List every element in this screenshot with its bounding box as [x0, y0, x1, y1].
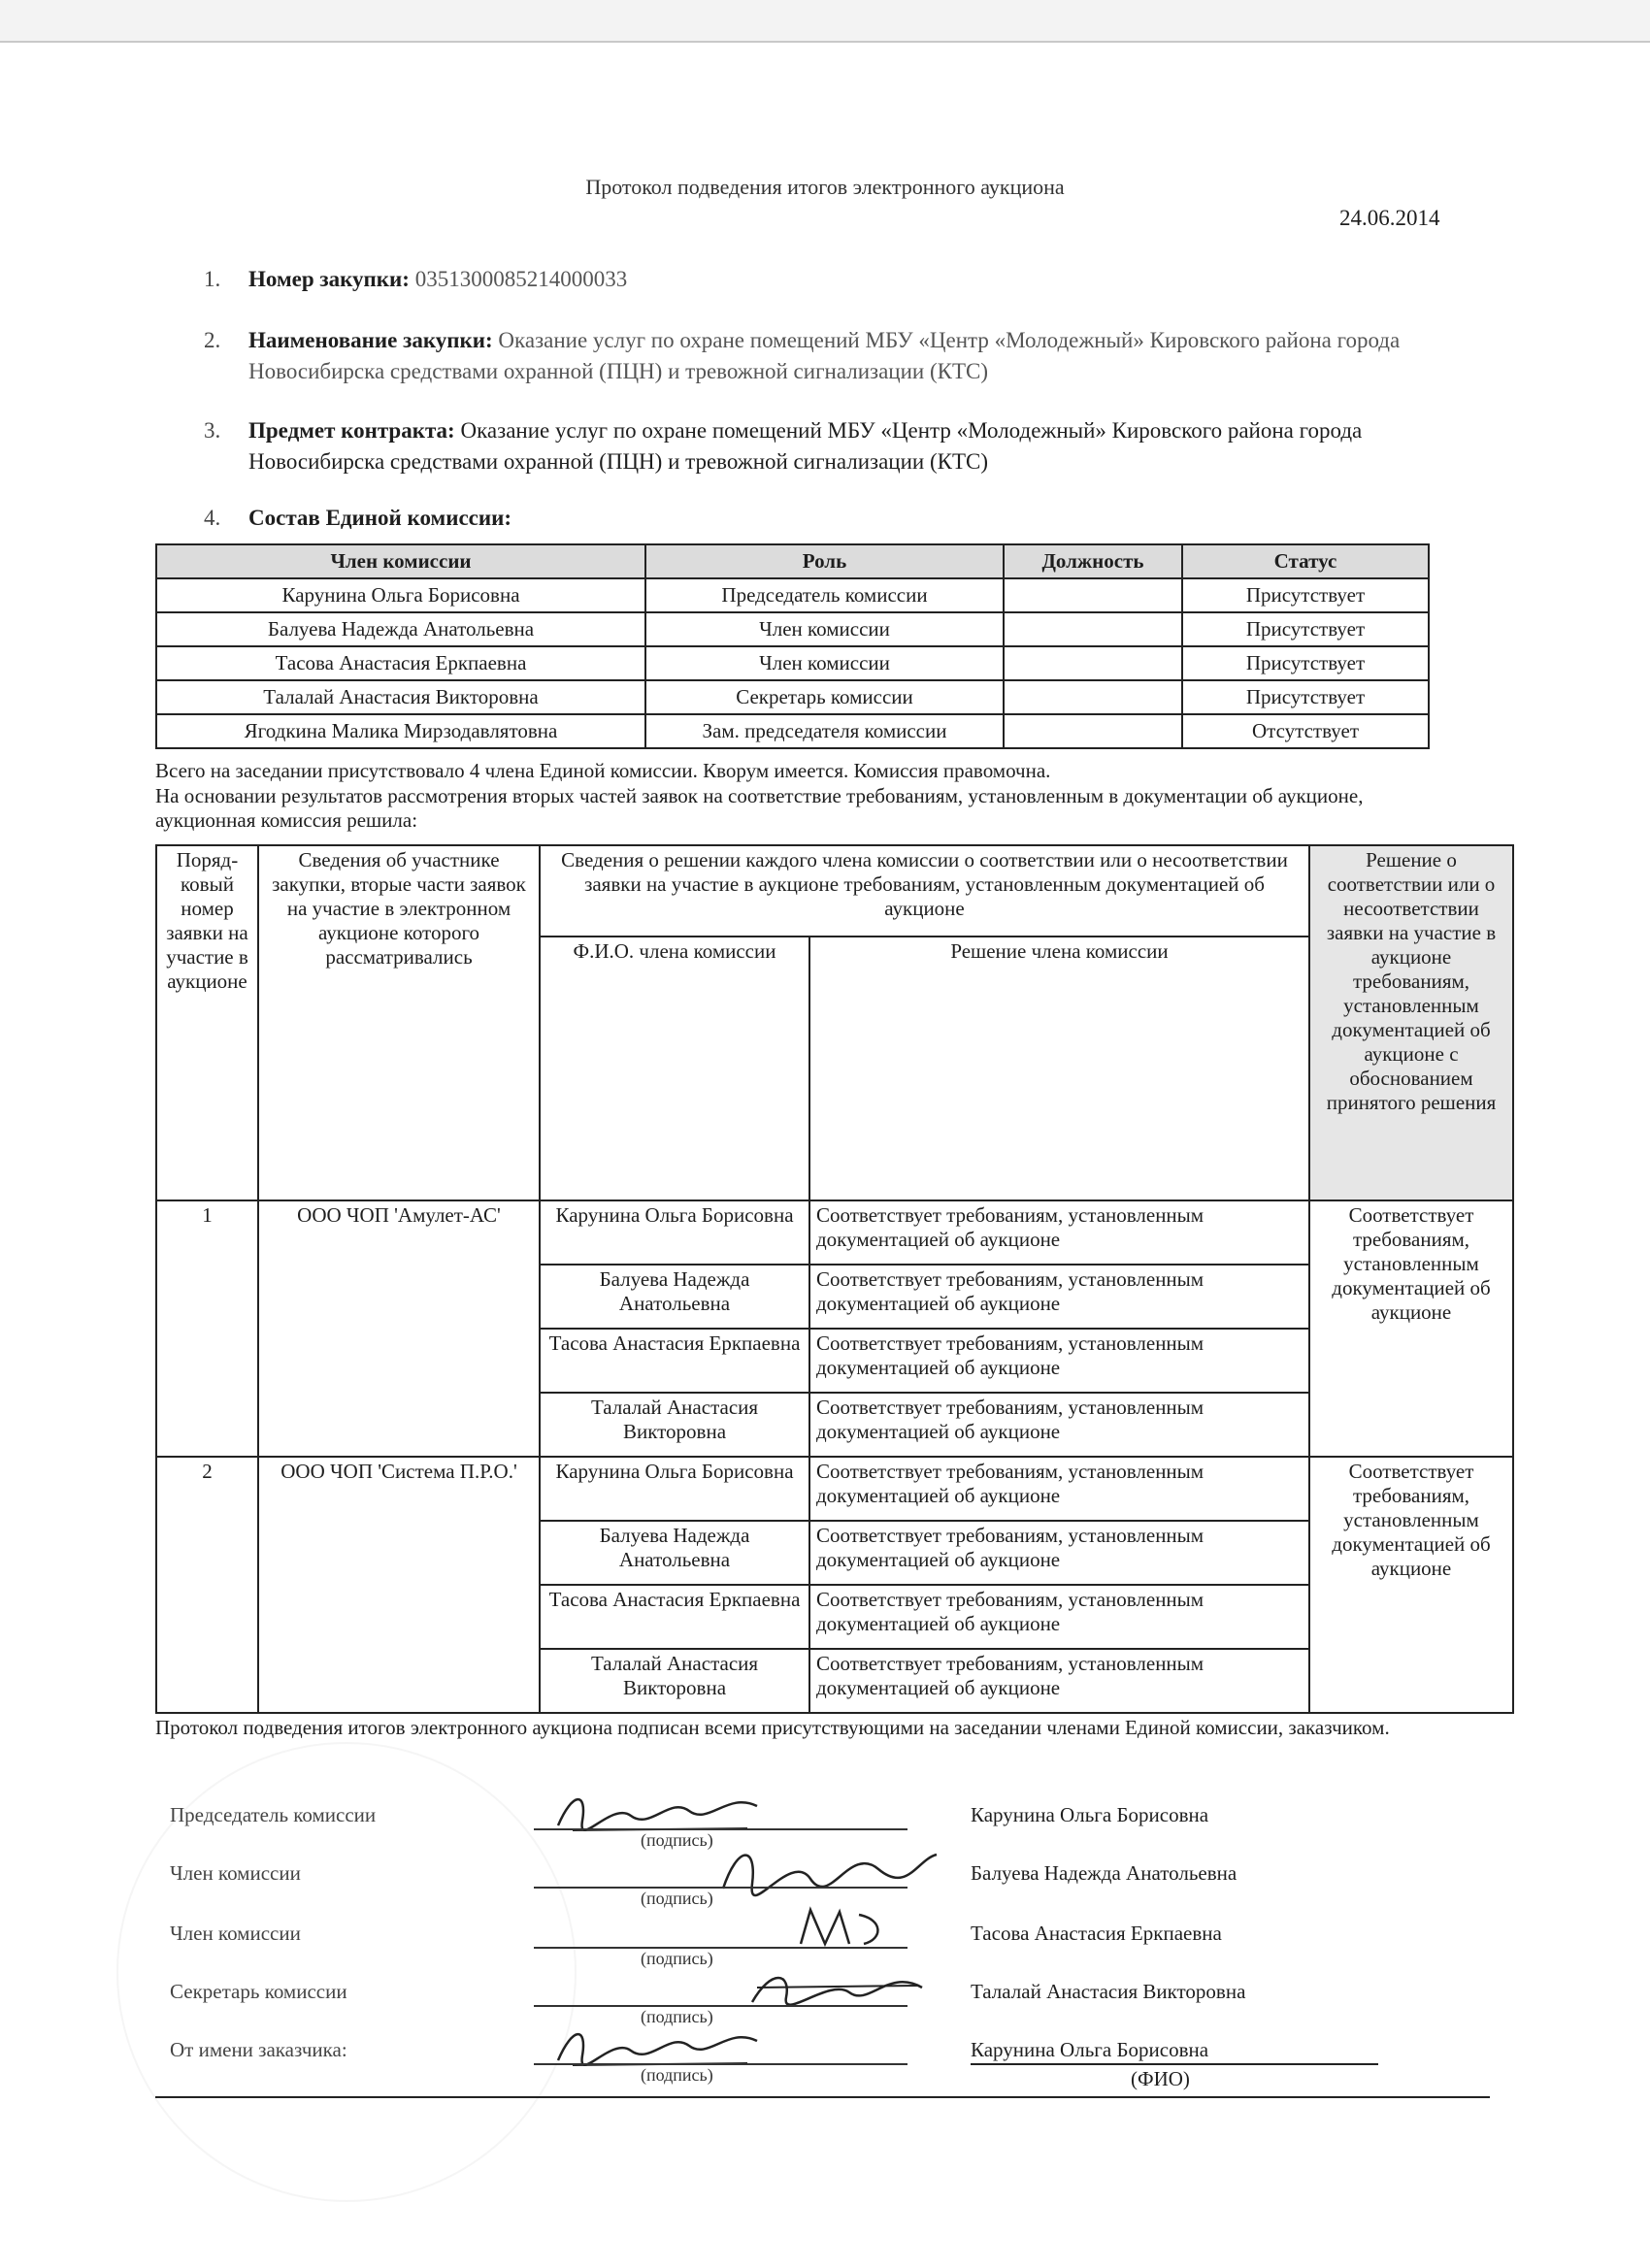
document-date: 24.06.2014: [1339, 206, 1440, 230]
handwritten-signature: [742, 1958, 937, 2017]
document-title: Протокол подведения итогов электронного аукциона: [585, 175, 1065, 199]
signature-row: От имени заказчика: (подпись) Карунина Ольга Борисовна: [170, 2038, 1509, 2096]
col-bid-number: Поряд-ковый номер заявки на участие в аукционе: [156, 845, 258, 1200]
item-commission-composition: 4. Состав Единой комиссии:: [204, 506, 512, 530]
signature-row: Член комиссии (подпись) Тасова Анастасия Еркпаевна: [170, 1922, 1509, 1980]
col-participant: Сведения об участнике закупки, вторые части заявок на участие в электронном аукционе которого рассматривались: [258, 845, 540, 1200]
table-row: Балуева Надежда Анатольевна Соответствует требованиям, установленным документацией об аукционе: [156, 1521, 1513, 1585]
table-row: 2 ООО ЧОП 'Система П.Р.О.' Карунина Ольга Борисовна Соответствует требованиям, установленным документацией об аукционе Соответствует требованиям, установленным документацией об аукционе: [156, 1457, 1513, 1521]
signed-note: Протокол подведения итогов электронного аукциона подписан всеми присутствующими на заседании членами Единой комиссии, заказчиком.: [155, 1716, 1390, 1739]
table-header-row: [156, 544, 1429, 578]
handwritten-signature: [791, 1900, 908, 1958]
commission-table: [155, 543, 1430, 749]
col-position: Должность: [1004, 544, 1182, 578]
table-row: Балуева Надежда Анатольевна Член комиссии Присутствует: [156, 612, 1429, 646]
table-row: Ягодкина Малика Мирзодавлятовна Зам. председателя комиссии Отсутствует: [156, 714, 1429, 748]
item-purchase-number: 1. Номер закупки: 0351300085214000033: [204, 267, 628, 291]
handwritten-signature: [713, 1840, 946, 1898]
col-role: Роль: [645, 544, 1004, 578]
fio-underline: [971, 2063, 1378, 2065]
table-row: Балуева Надежда Анатольевна Соответствует требованиям, установленным документацией об аукционе: [156, 1265, 1513, 1329]
table-row: Талалай Анастасия Викторовна Соответствует требованиям, установленным документацией об аукционе: [156, 1649, 1513, 1713]
bottom-rule: [155, 2096, 1490, 2098]
signature-row: Член комиссии (подпись) Балуева Надежда Анатольевна: [170, 1861, 1509, 1920]
col-member-decision: Решение члена комиссии: [809, 937, 1309, 1200]
signature-row: Председатель комиссии (подпись) Карунина Ольга Борисовна: [170, 1803, 1509, 1861]
item-contract-subject: 3. Предмет контракта: Оказание услуг по охране помещений МБУ «Центр «Молодежный» Кировского района города Новосибирска средствами охранной (ПЦН) и тревожной сигнализации (КТС): [204, 418, 1363, 474]
col-member-name: Ф.И.О. члена комиссии: [540, 937, 809, 1200]
table-row: Тасова Анастасия Еркпаевна Соответствует требованиям, установленным документацией об аукционе: [156, 1585, 1513, 1649]
table-row: Карунина Ольга Борисовна Председатель комиссии Присутствует: [156, 578, 1429, 612]
signature-row: Секретарь комиссии (подпись) Талалай Анастасия Викторовна: [170, 1980, 1509, 2038]
table-row: Талалай Анастасия Викторовна Секретарь комиссии Присутствует: [156, 680, 1429, 714]
fio-caption: (ФИО): [1131, 2067, 1190, 2090]
table-row: Тасова Анастасия Еркпаевна Член комиссии Присутствует: [156, 646, 1429, 680]
basis-note: На основании результатов рассмотрения вторых частей заявок на соответствие требованиям, установленным в документации об аукционе, аукционная комиссия решила:: [155, 784, 1364, 832]
table-row: Тасова Анастасия Еркпаевна Соответствует требованиям, установленным документацией об аукционе: [156, 1329, 1513, 1393]
col-member: Член комиссии: [156, 544, 645, 578]
col-member-decisions: Сведения о решении каждого члена комиссии о соответствии или о несоответствии заявки на участие в аукционе требованиям, установленным документацией об аукционе: [540, 845, 1309, 937]
item-purchase-name: 2. Наименование закупки: Оказание услуг по охране помещений МБУ «Центр «Молодежный» Кировского района города Новосибирска средствами охранной (ПЦН) и тревожной сигнализации (КТС): [204, 328, 1401, 383]
results-table: [155, 844, 1514, 1714]
table-row: Талалай Анастасия Викторовна Соответствует требованиям, установленным документацией об аукционе: [156, 1393, 1513, 1457]
table-row: 1 ООО ЧОП 'Амулет-АС' Карунина Ольга Борисовна Соответствует требованиям, установленным документацией об аукционе Соответствует требованиям, установленным документацией об аукционе: [156, 1200, 1513, 1265]
col-status: Статус: [1182, 544, 1429, 578]
quorum-note: Всего на заседании присутствовало 4 члена Единой комиссии. Кворум имеется. Комиссия правомочна.: [155, 759, 1051, 782]
col-final-decision: Решение о соответствии или о несоответствии заявки на участие в аукционе требованиям, установленным документацией об аукционе с обоснованием принятого решения: [1309, 845, 1513, 1200]
